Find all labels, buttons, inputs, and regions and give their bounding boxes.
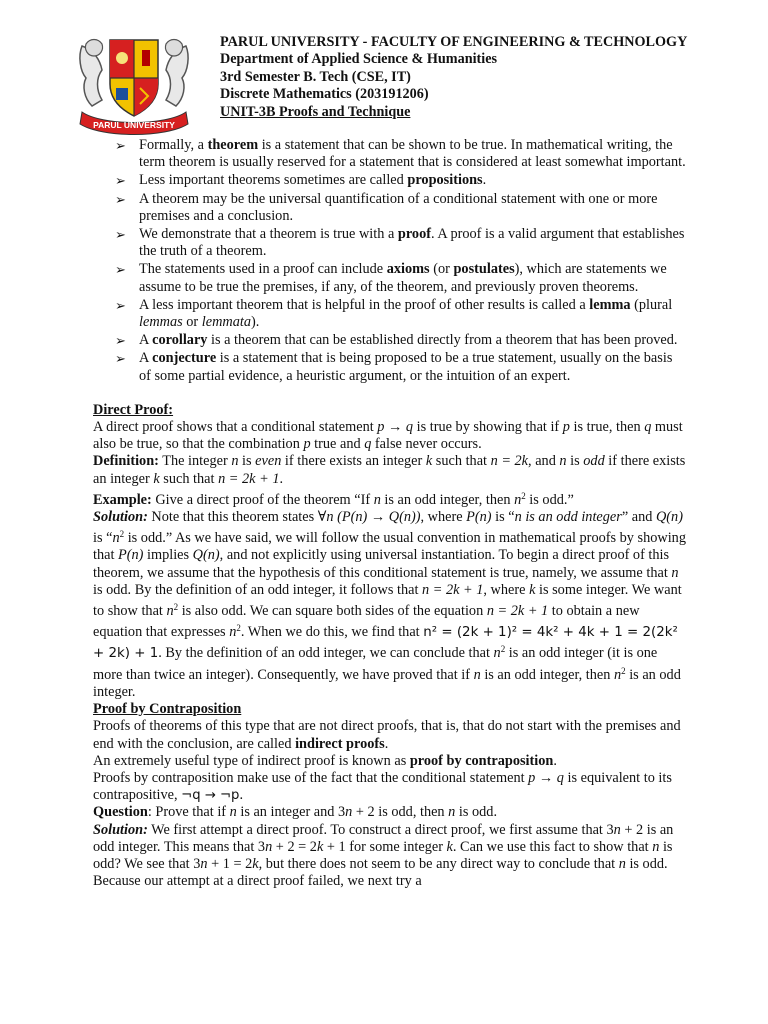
list-item: ➢ A conjecture is a statement that is being proposed to be a true statement, usually on the basis of some partial evidence, a heuristic argument, or the intuition of an expert. xyxy=(115,350,673,384)
arrow-bullet-icon: ➢ xyxy=(115,227,126,243)
solution-paragraph: Solution: Note that this theorem states ∀n (P(n) → Q(n)), where P(n) is “n is an odd integer” and Q(n) is “$n^2$ is odd.” As we have said, we will follow the usual convention in mathematical proofs by showing that P(n) implies Q(n), and not explicitly using universal instantiation. To begin a direct proof of this theorem, we assume that the hypothesis of this conditional statement is true, namely, we assume that n is odd. By the definition of an odd integer, it follows that n = 2k + 1, where k is some integer. We want to show that $n^2$ is also odd. We can square both sides of the equation n = 2k + 1 to obtain a new equation that expresses $n^2$. When we do this, we find that n² = (2k + 1)² = 4k² + 4k + 1 = 2(2k² + 2k) + 1. By the definition of an odd integer, we can conclude that $n^2$ is an odd integer (it is one more than twice an integer). Consequently, we have proved that if n is an odd integer, then $n^2$ is an odd integer. xyxy=(93,509,686,700)
list-item: ➢ We demonstrate that a theorem is true with a proof. A proof is a valid argument that establishes the truth of a theorem. xyxy=(115,226,685,260)
list-item: ➢ Less important theorems sometimes are called propositions. xyxy=(115,172,487,189)
list-item: ➢ A less important theorem that is helpful in the proof of other results is called a lemma (plural lemmas or lemmata). xyxy=(115,296,673,331)
indirect-proof-paragraph: Proofs of theorems of this type that are not direct proofs, that is, that do not start with the premises and end with the conclusion, are called indirect proofs. xyxy=(93,718,681,752)
bullet-list xyxy=(93,137,687,385)
university-title: PARUL UNIVERSITY - FACULTY OF ENGINEERING & TECHNOLOGY xyxy=(220,34,688,50)
arrow-bullet-icon: ➢ xyxy=(115,297,126,313)
direct-proof-paragraph: A direct proof shows that a conditional statement p → q is true by showing that if p is true, then q must also be true, so that the combination p true and q false never occurs. xyxy=(93,419,683,453)
semester-line: 3rd Semester B. Tech (CSE, IT) xyxy=(220,68,411,85)
contraposition-solution: Solution: We first attempt a direct proof. To construct a direct proof, we first assume that 3n + 2 is an odd integer. This means that 3n + 2 = 2k + 1 for some integer k. Can we use this fact to show that n is odd? We see that 3n + 1 = 2k, but there does not seem to be any direct way to conclude that n is odd. Because our attempt at a direct proof failed, we next try a xyxy=(93,821,674,890)
list-item: ➢ A corollary is a theorem that can be established directly from a theorem that has been proved. xyxy=(115,332,678,349)
arrow-bullet-icon: ➢ xyxy=(115,333,126,349)
list-item: ➢ A theorem may be the universal quantification of a conditional statement with one or more premises and a conclusion. xyxy=(115,190,658,224)
contraposition-heading: Proof by Contraposition xyxy=(93,701,242,718)
arrow-bullet-icon: ➢ xyxy=(115,173,126,189)
question-paragraph: Question: Prove that if n is an integer and 3n + 2 is odd, then n is odd. xyxy=(93,804,498,821)
department-title: Department of Applied Science & Humanities xyxy=(220,51,498,68)
arrow-bullet-icon: ➢ xyxy=(115,351,126,367)
course-title: Discrete Mathematics (203191206) xyxy=(220,86,429,103)
odd-square-equation: n² = (2k + 1)² = 4k² + 4k + 1 = 2(2k² + 2k) + 1 xyxy=(93,625,678,662)
contraposition-intro: An extremely useful type of indirect proof is known as proof by contraposition. xyxy=(93,752,557,769)
svg-text:PARUL UNIVERSITY: PARUL UNIVERSITY xyxy=(93,120,175,130)
direct-proof-heading: Direct Proof: xyxy=(93,401,174,418)
university-logo xyxy=(72,26,196,138)
list-item: ➢ Formally, a theorem is a statement that can be shown to be true. In mathematical writing, the term theorem is usually reserved for a statement that is considered at least somewhat important. xyxy=(115,137,686,171)
document-header xyxy=(220,34,760,121)
contraposition-fact: Proofs by contraposition make use of the fact that the conditional statement p → q is equivalent to its contrapositive, ¬q → ¬p. xyxy=(93,769,672,804)
arrow-bullet-icon: ➢ xyxy=(115,191,126,207)
arrow-bullet-icon: ➢ xyxy=(115,138,126,153)
definition-paragraph: Definition: The integer n is even if there exists an integer k such that n = 2k, and n is odd if there exists an integer k such that n = 2k + 1. xyxy=(93,453,686,487)
document-body xyxy=(93,137,687,890)
example-paragraph: Example: Give a direct proof of the theorem “If n is an odd integer, then $n^2$ is odd.” xyxy=(93,490,574,508)
list-item: ➢ The statements used in a proof can include axioms (or postulates), which are statements we assume to be true the premises, if any, of the theorem, and previously proven theorems. xyxy=(115,261,667,295)
unit-title: UNIT-3B Proofs and Technique xyxy=(220,103,411,120)
arrow-bullet-icon: ➢ xyxy=(115,262,126,278)
